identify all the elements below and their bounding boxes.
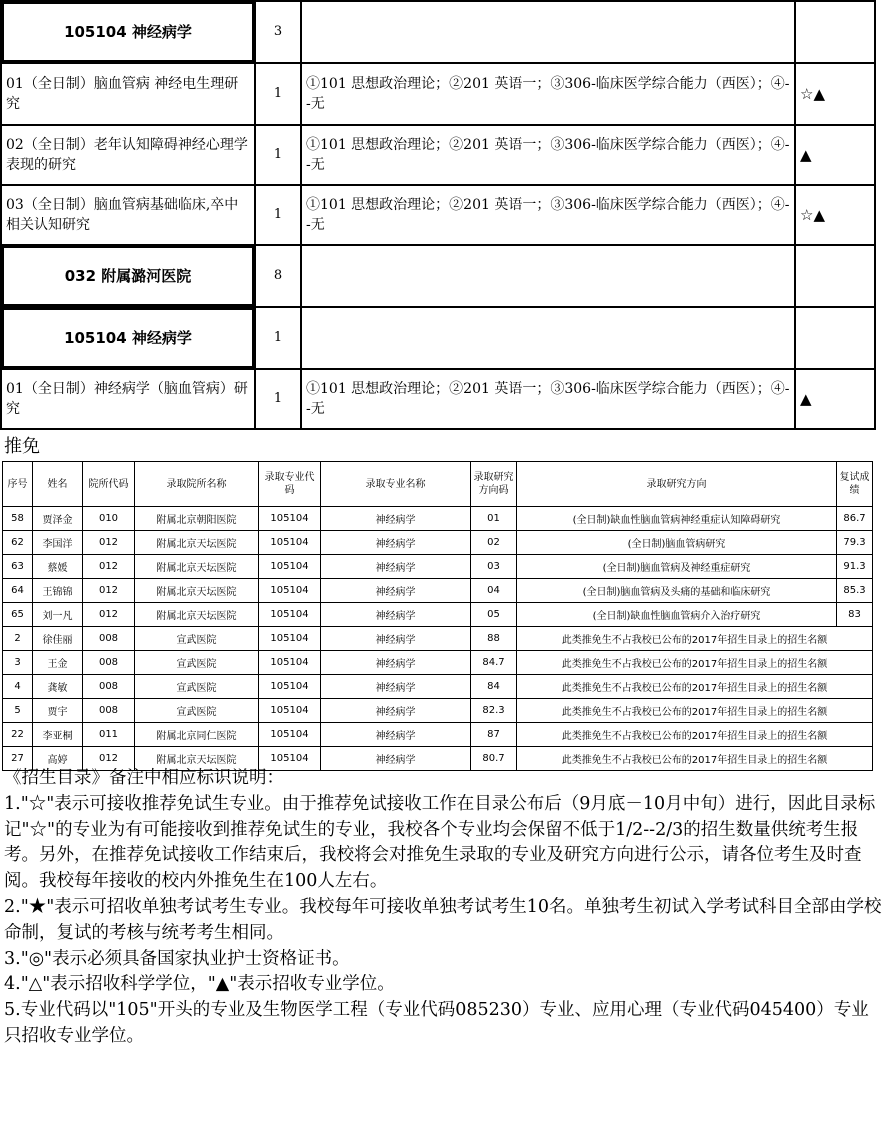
tuimian-cell-major: 神经病学 <box>321 699 471 723</box>
tuimian-cell-code: 012 <box>83 555 135 579</box>
table-row <box>3 627 873 651</box>
catalog-cell-subjects: ①101 思想政治理论；②201 英语一；③306-临床医学综合能力（西医）；④--无 <box>301 125 795 185</box>
catalog-cell-name: 01（全日制）脑血管病 神经电生理研究 <box>1 63 255 125</box>
tuimian-header-cell: 录取专业名称 <box>321 462 471 507</box>
tuimian-cell-note: 此类推免生不占我校已公布的2017年招生目录上的招生名额 <box>517 699 873 723</box>
tuimian-cell-note: 此类推免生不占我校已公布的2017年招生目录上的招生名额 <box>517 651 873 675</box>
catalog-cell-name: 01（全日制）神经病学（脑血管病）研究 <box>1 369 255 429</box>
tuimian-cell-no: 64 <box>3 579 33 603</box>
tuimian-cell-no: 58 <box>3 507 33 531</box>
tuimian-cell-major-code: 105104 <box>259 651 321 675</box>
tuimian-cell-name: 李亚桐 <box>33 723 83 747</box>
catalog-table <box>0 0 876 430</box>
tuimian-cell-major: 神经病学 <box>321 579 471 603</box>
catalog-cell-name: 105104 神经病学 <box>1 1 255 63</box>
tuimian-cell-dir: (全日制)脑血管病及头痛的基础和临床研究 <box>517 579 837 603</box>
tuimian-cell-name: 蔡媛 <box>33 555 83 579</box>
tuimian-cell-inst: 附属北京天坛医院 <box>135 747 259 771</box>
tuimian-cell-dir-code: 05 <box>471 603 517 627</box>
catalog-cell-count: 1 <box>255 185 301 245</box>
catalog-cell-count: 1 <box>255 369 301 429</box>
tuimian-cell-name: 王金 <box>33 651 83 675</box>
tuimian-cell-inst: 附属北京朝阳医院 <box>135 507 259 531</box>
tuimian-cell-major-code: 105104 <box>259 675 321 699</box>
tuimian-cell-major-code: 105104 <box>259 747 321 771</box>
tuimian-cell-note: 此类推免生不占我校已公布的2017年招生目录上的招生名额 <box>517 627 873 651</box>
tuimian-cell-name: 李国洋 <box>33 531 83 555</box>
tuimian-header-cell: 复试成绩 <box>837 462 873 507</box>
table-row <box>3 531 873 555</box>
catalog-cell-name: 02（全日制）老年认知障碍神经心理学表现的研究 <box>1 125 255 185</box>
catalog-cell-mark <box>795 245 875 307</box>
catalog-cell-name: 032 附属潞河医院 <box>1 245 255 307</box>
tuimian-cell-no: 63 <box>3 555 33 579</box>
catalog-header-row <box>1 245 875 307</box>
note-item-4: 4."△"表示招收科学学位，"▲"表示招收专业学位。 <box>4 974 395 995</box>
tuimian-cell-no: 62 <box>3 531 33 555</box>
tuimian-cell-dir-code: 03 <box>471 555 517 579</box>
note-item-2: 2."★"表示可招收单独考试考生专业。我校每年可接收单独考试考生10名。单独考生初试入学考试科目全部由学校命制，复试的考核与统考考生相同。 <box>4 896 882 943</box>
tuimian-table <box>2 461 873 771</box>
catalog-cell-subjects: ①101 思想政治理论；②201 英语一；③306-临床医学综合能力（西医）；④--无 <box>301 63 795 125</box>
tuimian-header-cell: 姓名 <box>33 462 83 507</box>
catalog-cell-count: 8 <box>255 245 301 307</box>
tuimian-cell-inst: 宣武医院 <box>135 675 259 699</box>
table-row <box>3 603 873 627</box>
tuimian-cell-inst: 附属北京天坛医院 <box>135 603 259 627</box>
tuimian-cell-major: 神经病学 <box>321 507 471 531</box>
tuimian-cell-major-code: 105104 <box>259 531 321 555</box>
tuimian-cell-name: 高婷 <box>33 747 83 771</box>
table-row <box>3 555 873 579</box>
tuimian-cell-code: 010 <box>83 507 135 531</box>
tuimian-cell-inst: 附属北京同仁医院 <box>135 723 259 747</box>
tuimian-cell-name: 贾宇 <box>33 699 83 723</box>
catalog-cell-subjects: ①101 思想政治理论；②201 英语一；③306-临床医学综合能力（西医）；④--无 <box>301 185 795 245</box>
tuimian-cell-code: 012 <box>83 747 135 771</box>
table-row <box>3 507 873 531</box>
tuimian-cell-major: 神经病学 <box>321 651 471 675</box>
tuimian-header-cell: 院所代码 <box>83 462 135 507</box>
tuimian-cell-score: 86.7 <box>837 507 873 531</box>
tuimian-cell-inst: 宣武医院 <box>135 651 259 675</box>
tuimian-cell-major: 神经病学 <box>321 747 471 771</box>
tuimian-cell-major-code: 105104 <box>259 699 321 723</box>
tuimian-cell-score: 84 <box>471 675 517 699</box>
tuimian-cell-inst: 宣武医院 <box>135 699 259 723</box>
table-row <box>3 579 873 603</box>
note-item-5: 5.专业代码以"105"开头的专业及生物医学工程（专业代码085230）专业、应用心理（专业代码045400）专业只招收专业学位。 <box>4 1000 869 1046</box>
tuimian-cell-code: 008 <box>83 627 135 651</box>
tuimian-cell-note: 此类推免生不占我校已公布的2017年招生目录上的招生名额 <box>517 723 873 747</box>
catalog-cell-count: 1 <box>255 63 301 125</box>
tuimian-cell-name: 龚敏 <box>33 675 83 699</box>
catalog-cell-count: 1 <box>255 307 301 369</box>
catalog-cell-subjects: ①101 思想政治理论；②201 英语一；③306-临床医学综合能力（西医）；④--无 <box>301 369 795 429</box>
tuimian-cell-code: 012 <box>83 531 135 555</box>
tuimian-cell-major-code: 105104 <box>259 507 321 531</box>
table-row <box>3 675 873 699</box>
tuimian-cell-name: 刘一凡 <box>33 603 83 627</box>
tuimian-header-cell: 录取专业代码 <box>259 462 321 507</box>
tuimian-cell-no: 22 <box>3 723 33 747</box>
catalog-cell-mark: ☆▲ <box>795 185 875 245</box>
tuimian-cell-score: 80.7 <box>471 747 517 771</box>
catalog-cell-mark <box>795 307 875 369</box>
tuimian-cell-score: 88 <box>471 627 517 651</box>
tuimian-cell-major-code: 105104 <box>259 603 321 627</box>
tuimian-cell-major-code: 105104 <box>259 723 321 747</box>
tuimian-cell-inst: 附属北京天坛医院 <box>135 579 259 603</box>
catalog-header-row <box>1 1 875 63</box>
notes-section <box>4 766 882 1050</box>
tuimian-cell-inst: 附属北京天坛医院 <box>135 531 259 555</box>
catalog-item-row <box>1 125 875 185</box>
catalog-cell-count: 3 <box>255 1 301 63</box>
tuimian-cell-code: 012 <box>83 603 135 627</box>
tuimian-cell-inst: 附属北京天坛医院 <box>135 555 259 579</box>
catalog-cell-name: 105104 神经病学 <box>1 307 255 369</box>
catalog-cell-mark <box>795 1 875 63</box>
catalog-cell-subjects <box>301 245 795 307</box>
tuimian-cell-code: 008 <box>83 651 135 675</box>
tuimian-cell-score: 84.7 <box>471 651 517 675</box>
tuimian-cell-dir-code: 02 <box>471 531 517 555</box>
tuimian-cell-score: 91.3 <box>837 555 873 579</box>
note-item-3: 3."◎"表示必须具备国家执业护士资格证书。 <box>4 948 350 969</box>
tuimian-cell-major: 神经病学 <box>321 531 471 555</box>
tuimian-cell-dir-code: 01 <box>471 507 517 531</box>
table-row <box>3 723 873 747</box>
tuimian-cell-note: 此类推免生不占我校已公布的2017年招生目录上的招生名额 <box>517 747 873 771</box>
tuimian-cell-dir: (全日制)缺血性脑血管病神经重症认知障碍研究 <box>517 507 837 531</box>
tuimian-cell-code: 011 <box>83 723 135 747</box>
tuimian-cell-score: 85.3 <box>837 579 873 603</box>
tuimian-cell-dir: (全日制)缺血性脑血管病介入治疗研究 <box>517 603 837 627</box>
catalog-cell-mark: ▲ <box>795 369 875 429</box>
tuimian-cell-inst: 宣武医院 <box>135 627 259 651</box>
tuimian-cell-major-code: 105104 <box>259 627 321 651</box>
catalog-cell-subjects <box>301 307 795 369</box>
tuimian-cell-major: 神经病学 <box>321 555 471 579</box>
tuimian-cell-major: 神经病学 <box>321 723 471 747</box>
tuimian-label: 推免 <box>4 436 40 457</box>
note-item-1: 1."☆"表示可接收推荐免试生专业。由于推荐免试接收工作在目录公布后（9月底－10月中旬）进行，因此目录标记"☆"的专业为有可能接收到推荐免试生的专业，我校各个专业均会保留不低于1/2--2/3的招生数量供统考生报考。另外，在推荐免试接收工作结束后，我校将会对推免生录取的专业及研究方向进行公示，请各位考生及时查阅。我校每年接收的校内外推免生在100人左右。 <box>4 793 876 892</box>
tuimian-header-cell: 录取研究方向码 <box>471 462 517 507</box>
tuimian-header-cell: 录取院所名称 <box>135 462 259 507</box>
tuimian-cell-name: 徐佳丽 <box>33 627 83 651</box>
catalog-cell-subjects <box>301 1 795 63</box>
tuimian-cell-no: 5 <box>3 699 33 723</box>
tuimian-cell-score: 79.3 <box>837 531 873 555</box>
tuimian-cell-no: 4 <box>3 675 33 699</box>
catalog-cell-count: 1 <box>255 125 301 185</box>
notes-title: 《招生目录》备注中相应标识说明： <box>4 768 284 788</box>
tuimian-cell-code: 008 <box>83 699 135 723</box>
tuimian-cell-dir: (全日制)脑血管病研究 <box>517 531 837 555</box>
tuimian-cell-note: 此类推免生不占我校已公布的2017年招生目录上的招生名额 <box>517 675 873 699</box>
tuimian-cell-code: 008 <box>83 675 135 699</box>
tuimian-cell-code: 012 <box>83 579 135 603</box>
catalog-item-row <box>1 369 875 429</box>
tuimian-cell-no: 3 <box>3 651 33 675</box>
tuimian-cell-no: 2 <box>3 627 33 651</box>
table-row <box>3 699 873 723</box>
tuimian-cell-major-code: 105104 <box>259 579 321 603</box>
table-row <box>3 651 873 675</box>
tuimian-cell-major: 神经病学 <box>321 627 471 651</box>
tuimian-cell-major-code: 105104 <box>259 555 321 579</box>
tuimian-cell-score: 83 <box>837 603 873 627</box>
tuimian-header-cell: 序号 <box>3 462 33 507</box>
catalog-cell-mark: ▲ <box>795 125 875 185</box>
catalog-header-row <box>1 307 875 369</box>
tuimian-cell-name: 王锦锦 <box>33 579 83 603</box>
tuimian-cell-major: 神经病学 <box>321 603 471 627</box>
tuimian-cell-name: 贾泽金 <box>33 507 83 531</box>
tuimian-header-cell: 录取研究方向 <box>517 462 837 507</box>
tuimian-cell-dir: (全日制)脑血管病及神经重症研究 <box>517 555 837 579</box>
tuimian-cell-dir-code: 04 <box>471 579 517 603</box>
tuimian-cell-no: 65 <box>3 603 33 627</box>
catalog-item-row <box>1 63 875 125</box>
tuimian-cell-score: 87 <box>471 723 517 747</box>
tuimian-cell-score: 82.3 <box>471 699 517 723</box>
catalog-item-row <box>1 185 875 245</box>
catalog-cell-mark: ☆▲ <box>795 63 875 125</box>
catalog-cell-name: 03（全日制）脑血管病基础临床,卒中相关认知研究 <box>1 185 255 245</box>
tuimian-cell-no: 27 <box>3 747 33 771</box>
tuimian-cell-major: 神经病学 <box>321 675 471 699</box>
